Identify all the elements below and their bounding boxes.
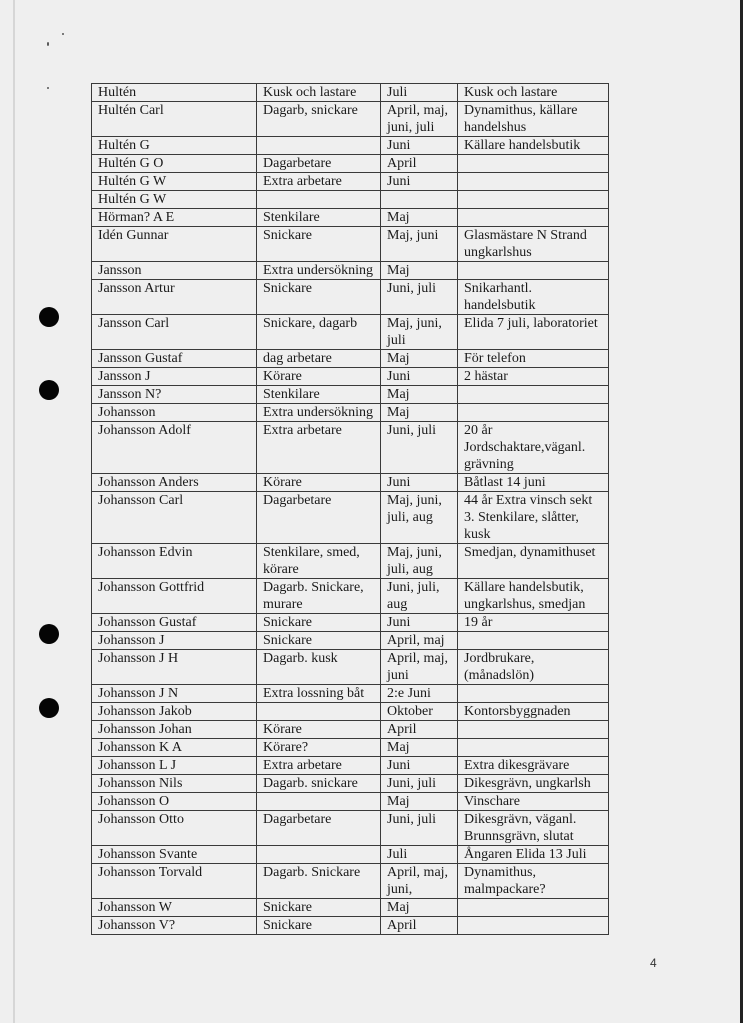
occupation-cell: Stenkilare	[257, 386, 381, 404]
occupation-cell: Dagarbetare	[257, 155, 381, 173]
occupation-cell: Kusk och lastare	[257, 84, 381, 102]
months-cell: Juni, juli	[381, 811, 458, 846]
months-cell: April, maj, juni	[381, 650, 458, 685]
punch-hole	[39, 698, 59, 718]
name-cell: Johansson Nils	[92, 775, 257, 793]
page-number: 4	[650, 956, 657, 970]
occupation-cell: Snickare	[257, 280, 381, 315]
months-cell: April	[381, 917, 458, 935]
occupation-cell: Snickare, dagarb	[257, 315, 381, 350]
occupation-cell: Snickare	[257, 227, 381, 262]
occupation-cell: Snickare	[257, 614, 381, 632]
table-row	[92, 280, 609, 315]
name-cell: Johansson J H	[92, 650, 257, 685]
table-row	[92, 544, 609, 579]
name-cell: Hultén G W	[92, 191, 257, 209]
worker-table-body	[92, 84, 609, 935]
table-row	[92, 917, 609, 935]
table-row	[92, 368, 609, 386]
name-cell: Hultén	[92, 84, 257, 102]
notes-cell	[458, 721, 609, 739]
occupation-cell: Körare	[257, 721, 381, 739]
months-cell	[381, 191, 458, 209]
notes-cell: För telefon	[458, 350, 609, 368]
months-cell: Maj	[381, 404, 458, 422]
name-cell: Idén Gunnar	[92, 227, 257, 262]
notes-cell: Dikesgrävn, väganl. Brunnsgrävn, slutat	[458, 811, 609, 846]
notes-cell: Dikesgrävn, ungkarlsh	[458, 775, 609, 793]
months-cell: Maj	[381, 899, 458, 917]
notes-cell	[458, 632, 609, 650]
name-cell: Johansson Anders	[92, 474, 257, 492]
table-row	[92, 227, 609, 262]
occupation-cell: Stenkilare	[257, 209, 381, 227]
months-cell: April, maj, juni, juli	[381, 102, 458, 137]
table-row	[92, 173, 609, 191]
name-cell: Johansson K A	[92, 739, 257, 757]
name-cell: Jansson	[92, 262, 257, 280]
notes-cell	[458, 899, 609, 917]
table-row	[92, 650, 609, 685]
table-row	[92, 386, 609, 404]
occupation-cell	[257, 703, 381, 721]
notes-cell: Jordbrukare, (månadslön)	[458, 650, 609, 685]
occupation-cell: Snickare	[257, 899, 381, 917]
occupation-cell: Dagarb. kusk	[257, 650, 381, 685]
name-cell: Hultén G O	[92, 155, 257, 173]
occupation-cell: Körare	[257, 368, 381, 386]
name-cell: Johansson Carl	[92, 492, 257, 544]
notes-cell: Källare handelsbutik	[458, 137, 609, 155]
occupation-cell: Extra lossning båt	[257, 685, 381, 703]
name-cell: Johansson Otto	[92, 811, 257, 846]
notes-cell: 44 år Extra vinsch sekt 3. Stenkilare, slåtter, kusk	[458, 492, 609, 544]
occupation-cell: Dagarb. Snickare, murare	[257, 579, 381, 614]
occupation-cell: Snickare	[257, 917, 381, 935]
table-row	[92, 685, 609, 703]
table-row	[92, 775, 609, 793]
worker-table	[91, 83, 609, 935]
table-row	[92, 703, 609, 721]
name-cell: Johansson J	[92, 632, 257, 650]
months-cell: Juni, juli, aug	[381, 579, 458, 614]
table-row	[92, 721, 609, 739]
months-cell: Juni, juli	[381, 280, 458, 315]
name-cell: Johansson Torvald	[92, 864, 257, 899]
name-cell: Johansson O	[92, 793, 257, 811]
occupation-cell: Dagarbetare	[257, 811, 381, 846]
occupation-cell	[257, 793, 381, 811]
notes-cell: Båtlast 14 juni	[458, 474, 609, 492]
name-cell: Hörman? A E	[92, 209, 257, 227]
table-row	[92, 262, 609, 280]
name-cell: Hultén G	[92, 137, 257, 155]
table-row	[92, 899, 609, 917]
months-cell: April	[381, 721, 458, 739]
notes-cell	[458, 209, 609, 227]
table-row	[92, 350, 609, 368]
notes-cell: Källare handelsbutik, ungkarlshus, smedjan	[458, 579, 609, 614]
months-cell: Maj, juni, juli	[381, 315, 458, 350]
name-cell: Johansson W	[92, 899, 257, 917]
name-cell: Johansson L J	[92, 757, 257, 775]
name-cell: Johansson Jakob	[92, 703, 257, 721]
notes-cell	[458, 262, 609, 280]
table-row	[92, 137, 609, 155]
months-cell: April, maj, juni,	[381, 864, 458, 899]
notes-cell	[458, 386, 609, 404]
months-cell: Juli	[381, 84, 458, 102]
name-cell: Jansson Artur	[92, 280, 257, 315]
notes-cell: 19 år	[458, 614, 609, 632]
months-cell: Maj	[381, 793, 458, 811]
notes-cell: Extra dikesgrävare	[458, 757, 609, 775]
months-cell: Juni, juli	[381, 775, 458, 793]
notes-cell: Glasmästare N Strand ungkarlshus	[458, 227, 609, 262]
notes-cell	[458, 191, 609, 209]
notes-cell	[458, 173, 609, 191]
occupation-cell: Extra undersökning	[257, 262, 381, 280]
months-cell: Juni	[381, 474, 458, 492]
name-cell: Johansson Gottfrid	[92, 579, 257, 614]
name-cell: Jansson Carl	[92, 315, 257, 350]
notes-cell: Dynamithus, malmpackare?	[458, 864, 609, 899]
months-cell: Maj	[381, 262, 458, 280]
notes-cell: Ångaren Elida 13 Juli	[458, 846, 609, 864]
name-cell: Jansson N?	[92, 386, 257, 404]
months-cell: Juni, juli	[381, 422, 458, 474]
name-cell: Johansson Adolf	[92, 422, 257, 474]
months-cell: Maj, juni, juli, aug	[381, 544, 458, 579]
occupation-cell	[257, 191, 381, 209]
scan-speck	[47, 87, 49, 89]
occupation-cell: Extra arbetare	[257, 422, 381, 474]
punch-hole	[39, 624, 59, 644]
table-row	[92, 422, 609, 474]
table-row	[92, 846, 609, 864]
months-cell: Maj	[381, 209, 458, 227]
table-row	[92, 102, 609, 137]
name-cell: Jansson Gustaf	[92, 350, 257, 368]
occupation-cell: Dagarb. Snickare	[257, 864, 381, 899]
months-cell: Juli	[381, 846, 458, 864]
notes-cell	[458, 739, 609, 757]
name-cell: Johansson	[92, 404, 257, 422]
name-cell: Johansson Johan	[92, 721, 257, 739]
months-cell: Oktober	[381, 703, 458, 721]
table-row	[92, 811, 609, 846]
punch-hole	[39, 380, 59, 400]
occupation-cell: Körare	[257, 474, 381, 492]
notes-cell: Kontorsbyggnaden	[458, 703, 609, 721]
name-cell: Johansson Svante	[92, 846, 257, 864]
notes-cell: Snikarhantl. handelsbutik	[458, 280, 609, 315]
table-row	[92, 614, 609, 632]
notes-cell: Dynamithus, källare handelshus	[458, 102, 609, 137]
name-cell: Hultén G W	[92, 173, 257, 191]
occupation-cell: dag arbetare	[257, 350, 381, 368]
table-row	[92, 739, 609, 757]
name-cell: Jansson J	[92, 368, 257, 386]
notes-cell	[458, 155, 609, 173]
months-cell: Juni	[381, 757, 458, 775]
notes-cell: Vinschare	[458, 793, 609, 811]
punch-hole	[39, 307, 59, 327]
months-cell: Juni	[381, 368, 458, 386]
occupation-cell: Snickare	[257, 632, 381, 650]
months-cell: April	[381, 155, 458, 173]
notes-cell	[458, 685, 609, 703]
table-row	[92, 209, 609, 227]
table-row	[92, 864, 609, 899]
months-cell: Juni	[381, 173, 458, 191]
months-cell: Maj	[381, 739, 458, 757]
name-cell: Johansson J N	[92, 685, 257, 703]
months-cell: Juni	[381, 614, 458, 632]
name-cell: Johansson Edvin	[92, 544, 257, 579]
occupation-cell: Dagarb. snickare	[257, 775, 381, 793]
months-cell: Maj	[381, 386, 458, 404]
table-row	[92, 404, 609, 422]
name-cell: Hultén Carl	[92, 102, 257, 137]
months-cell: Maj, juni, juli, aug	[381, 492, 458, 544]
scan-speck	[62, 33, 64, 35]
name-cell: Johansson V?	[92, 917, 257, 935]
occupation-cell: Extra arbetare	[257, 173, 381, 191]
months-cell: April, maj	[381, 632, 458, 650]
months-cell: Maj	[381, 350, 458, 368]
table-row	[92, 191, 609, 209]
table-row	[92, 492, 609, 544]
occupation-cell: Dagarbetare	[257, 492, 381, 544]
notes-cell: Smedjan, dynamithuset	[458, 544, 609, 579]
table-row	[92, 757, 609, 775]
months-cell: Juni	[381, 137, 458, 155]
notes-cell: 20 år Jordschaktare,väganl. grävning	[458, 422, 609, 474]
notes-cell: Kusk och lastare	[458, 84, 609, 102]
occupation-cell: Extra undersökning	[257, 404, 381, 422]
table-row	[92, 579, 609, 614]
table-row	[92, 474, 609, 492]
notes-cell: 2 hästar	[458, 368, 609, 386]
scan-edge-left	[13, 0, 15, 1023]
occupation-cell	[257, 846, 381, 864]
scan-speck	[47, 42, 49, 46]
occupation-cell	[257, 137, 381, 155]
table-row	[92, 632, 609, 650]
notes-cell: Elida 7 juli, laboratoriet	[458, 315, 609, 350]
occupation-cell: Körare?	[257, 739, 381, 757]
table-row	[92, 155, 609, 173]
months-cell: 2:e Juni	[381, 685, 458, 703]
notes-cell	[458, 404, 609, 422]
name-cell: Johansson Gustaf	[92, 614, 257, 632]
occupation-cell: Dagarb, snickare	[257, 102, 381, 137]
occupation-cell: Extra arbetare	[257, 757, 381, 775]
table-row	[92, 315, 609, 350]
months-cell: Maj, juni	[381, 227, 458, 262]
notes-cell	[458, 917, 609, 935]
table-row	[92, 84, 609, 102]
table-row	[92, 793, 609, 811]
occupation-cell: Stenkilare, smed, körare	[257, 544, 381, 579]
